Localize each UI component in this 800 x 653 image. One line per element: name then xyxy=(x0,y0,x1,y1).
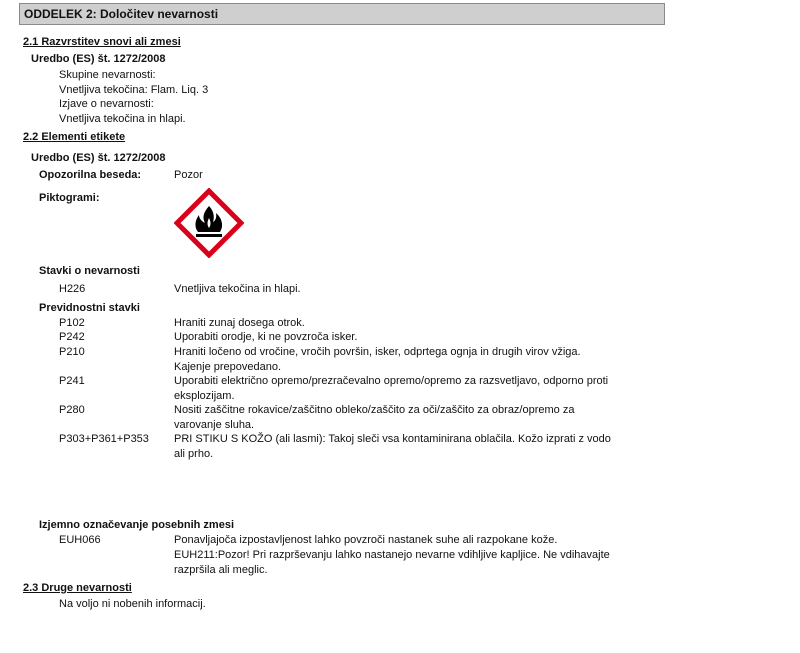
precautionary-code: P242 xyxy=(59,331,85,343)
hazard-statements-title: Stavki o nevarnosti xyxy=(39,265,140,277)
special-text: Ponavljajoča izpostavljenost lahko povzroči nastanek suhe ali razpokane kože. xyxy=(174,534,558,546)
precautionary-text-cont: Kajenje prepovedano. xyxy=(174,361,282,373)
precautionary-text-cont: ali prho. xyxy=(174,448,214,460)
section-title: ODDELEK 2: Določitev nevarnosti xyxy=(19,3,665,25)
special-text-cont: EUH211:Pozor! Pri razprševanju lahko nastanejo nevarne vdihljive kapljice. Ne vdihavajte xyxy=(174,549,610,561)
special-code: EUH066 xyxy=(59,534,101,546)
precautionary-text: Nositi zaščitne rokavice/zaščitno obleko/zaščito za oči/zaščito za obraz/opremo za xyxy=(174,404,575,416)
precautionary-text: Hraniti ločeno od vročine, vročih površin, isker, odprtega ognja in drugih virov vžiga. xyxy=(174,346,581,358)
subsection-2-2-heading: 2.2 Elementi etikete xyxy=(23,131,126,143)
precautionary-code: P210 xyxy=(59,346,85,358)
regulation-label: Uredbo (ES) št. 1272/2008 xyxy=(31,152,166,164)
special-labelling-title: Izjemno označevanje posebnih zmesi xyxy=(39,519,234,531)
precautionary-text-cont: varovanje sluha. xyxy=(174,419,255,431)
other-hazards-text: Na voljo ni nobenih informacij. xyxy=(59,598,206,610)
signal-word-value: Pozor xyxy=(174,169,203,181)
hazard-code: H226 xyxy=(59,283,86,295)
precautionary-text: Uporabiti električno opremo/prezračevalno opremo/opremo za razsvetljavo, odporno proti xyxy=(174,375,609,387)
hazard-statements-value: Vnetljiva tekočina in hlapi. xyxy=(59,113,186,125)
precautionary-text: PRI STIKU S KOŽO (ali lasmi): Takoj sleči vsa kontaminirana oblačila. Kožo izprati z vodo xyxy=(174,433,611,445)
special-text-cont: razpršila ali meglic. xyxy=(174,564,268,576)
precautionary-code: P280 xyxy=(59,404,85,416)
precautionary-code: P241 xyxy=(59,375,85,387)
regulation-label: Uredbo (ES) št. 1272/2008 xyxy=(31,53,166,65)
flame-ghs02-icon xyxy=(174,188,244,258)
precautionary-code: P102 xyxy=(59,317,85,329)
hazard-text: Vnetljiva tekočina in hlapi. xyxy=(174,283,301,295)
precautionary-text-cont: eksplozijam. xyxy=(174,390,235,402)
hazard-groups-label: Skupine nevarnosti: xyxy=(59,69,156,81)
hazard-statements-label: Izjave o nevarnosti: xyxy=(59,98,154,110)
subsection-2-1-heading: 2.1 Razvrstitev snovi ali zmesi xyxy=(23,36,181,48)
pictograms-label: Piktogrami: xyxy=(39,192,100,204)
precautionary-code: P303+P361+P353 xyxy=(59,433,149,445)
precautionary-text: Hraniti zunaj dosega otrok. xyxy=(174,317,305,329)
hazard-groups-value: Vnetljiva tekočina: Flam. Liq. 3 xyxy=(59,84,209,96)
precautionary-title: Previdnostni stavki xyxy=(39,302,140,314)
subsection-2-3-heading: 2.3 Druge nevarnosti xyxy=(23,582,132,594)
signal-word-label: Opozorilna beseda: xyxy=(39,169,142,181)
precautionary-text: Uporabiti orodje, ki ne povzroča isker. xyxy=(174,331,358,343)
